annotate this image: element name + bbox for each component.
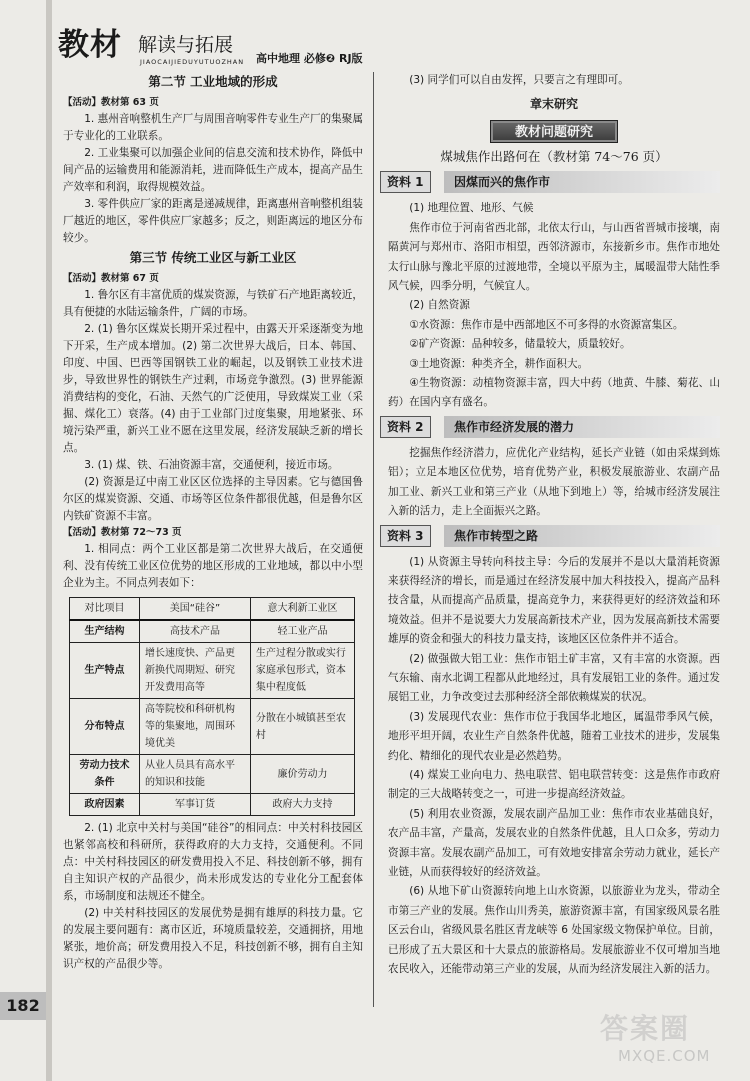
- table-header-cell: 对比项目: [70, 598, 140, 621]
- table-cell: 增长速度快、产品更新换代周期短、研究开发费用高等: [140, 643, 251, 699]
- material-2-header: [380, 416, 720, 438]
- problem-research-banner: 教材问题研究: [490, 120, 618, 143]
- paragraph: (5) 利用农业资源，发展农副产品加工业：焦作市农业基础良好，农产品丰富，产量高，发展农业的自然条件优越，且人口众多，劳动力资源丰富。发展农副产品加工，可有效地安排富余劳动力就业，延长产业链，从而获得较好的经济效益。: [388, 807, 720, 878]
- paragraph: 1. 相同点：两个工业区都是第二次世界大战后，在交通便利、没有传统工业区位优势的地区形成的工业地域，都以中小型企业为主。不同点列表如下：: [63, 543, 363, 589]
- paragraph: 2. 工业集聚可以加强企业间的信息交流和技术协作，降低中间产品的运输费用和能源消耗，进而降低生产成本，提高产品生产效率和利润，取得规模效益。: [63, 147, 363, 193]
- table-cell: 高技术产品: [140, 620, 251, 643]
- material-3-tag: 资料 3: [380, 525, 431, 547]
- material-2-title: 焦作市经济发展的潜力: [444, 416, 720, 438]
- paragraph: 1. 鲁尔区有丰富优质的煤炭资源，与铁矿石产地距离较近，具有便捷的水陆运输条件，广阔的市场。: [63, 289, 363, 318]
- material-1-tag: 资料 1: [380, 171, 431, 193]
- table-cell: 轻工业产品: [250, 620, 354, 643]
- table-header-cell: 意大利新工业区: [250, 598, 354, 621]
- chapter-research-title: 章末研究: [529, 97, 578, 112]
- table-row: [70, 699, 355, 755]
- table-cell: 政府大力支持: [250, 794, 354, 816]
- watermark-url: MXQE.COM: [618, 1047, 711, 1065]
- table-row-head: 政府因素: [70, 794, 140, 816]
- material-3-header: [380, 525, 720, 547]
- watermark-logo: [600, 1012, 740, 1072]
- paragraph: (2) 做强做大铝工业：焦作市铝土矿丰富，又有丰富的水资源。西气东输、南水北调工程都从此地经过，具有发展铝工业的条件。通过发展铝工业，力争改变过去那种经济全部依赖煤炭的状况。: [388, 652, 720, 704]
- table-cell: 军事订货: [140, 794, 251, 816]
- table-cell: 从业人员具有高水平的知识和技能: [140, 755, 251, 794]
- paragraph: 1. 惠州音响整机生产厂与周围音响零件专业生产厂的集聚属于专业化的工业联系。: [63, 113, 363, 142]
- material-1-title: 因煤而兴的焦作市: [444, 171, 720, 193]
- paragraph: 挖掘焦作经济潜力，应优化产业结构，延长产业链（如由采煤到炼铝）；立足本地区位优势，培育优势产业，积极发展旅游业、农副产品加工业、新兴工业和第三产业（从地下到地上）等，给城市经济发展注入新的活力，走上全面振兴之路。: [388, 446, 720, 518]
- page-edge-strip: [46, 0, 52, 1081]
- table-row-head: 生产结构: [70, 620, 140, 643]
- paragraph: (2) 资源是辽中南工业区区位选择的主导因素。它与德国鲁尔区的煤炭资源、交通、市场等区位条件都很优越，但是鲁尔区内铁矿资源不丰富。: [63, 476, 363, 522]
- paragraph: ③土地资源：种类齐全，耕作面积大。: [409, 357, 589, 370]
- table-cell: 分散在小城镇甚至农村: [250, 699, 354, 755]
- paragraph: 2. (1) 北京中关村与美国“硅谷”的相同点：中关村科技园区也紧邻高校和科研所，获得政府的大力支持，交通便利。不同点：中关村科技园区的研发费用投入不足、科技创新不够，拥有自主知识产权的产品很少，尚未形成发达的专业化分工配套体系，市场制度和法规还不健全。: [63, 822, 363, 902]
- activity-label-1: 【活动】教材第 63 页: [63, 97, 159, 108]
- right-column: [388, 71, 720, 979]
- paragraph: (4) 煤炭工业向电力、热电联营、铝电联营转变：这是焦作市政府制定的三大战略转变之一，可进一步提高经济效益。: [388, 768, 720, 801]
- material-3-title: 焦作市转型之路: [444, 525, 720, 547]
- table-cell: 廉价劳动力: [250, 755, 354, 794]
- logo-pinyin: JIAOCAIJIEDUYUTUOZHAN: [140, 58, 245, 66]
- watermark-text: 答案圈: [600, 1012, 691, 1045]
- paragraph: ①水资源：焦作市是中西部地区不可多得的水资源富集区。: [409, 318, 684, 331]
- paragraph: (3) 发展现代农业：焦作市位于我国华北地区，属温带季风气候，地形平坦开阔，农业生产自然条件优越，随着工业技术的进步，发展集约化、精细化的现代农业是必然趋势。: [388, 710, 720, 762]
- paragraph: (2) 自然资源: [409, 299, 470, 312]
- table-row-head: 分布特点: [70, 699, 140, 755]
- paragraph: 3. (1) 煤、铁、石油资源丰富，交通便利，接近市场。: [84, 459, 339, 471]
- section-2-title: 第二节 工业地域的形成: [148, 74, 278, 89]
- material-1-header: [380, 171, 720, 193]
- table-cell: 生产过程分散或实行家庭承包形式，资本集中程度低: [250, 643, 354, 699]
- comparison-table: [69, 597, 355, 816]
- paragraph: ④生物资源：动植物资源丰富，四大中药（地黄、牛膝、菊花、山药）在国内享有盛名。: [388, 377, 720, 409]
- paragraph: (3) 同学们可以自由发挥，只要言之有理即可。: [409, 74, 629, 86]
- paragraph: ②矿产资源：品种较多，储量较大，质量较好。: [409, 338, 631, 351]
- logo-main-text: 教材: [58, 27, 122, 63]
- left-column: [63, 71, 363, 973]
- paragraph: (1) 从资源主导转向科技主导：今后的发展并不是以大量消耗资源来获得经济的增长，而是通过在经济发展中加大科技投入，提高产品科技含量，从而提高产品质量，提高竞争力，来获得更好的经济效益和环境效益。但并不是说要大力发展高新技术产业，因为发展高新技术需要雄厚的资金和强大的科技力量支持，该地区区位条件并不适合。: [388, 555, 720, 646]
- research-subtitle: 煤城焦作出路何在（教材第 74～76 页）: [440, 149, 668, 165]
- section-3-title: 第三节 传统工业区与新工业区: [129, 250, 297, 265]
- table-cell: 高等院校和科研机构等的集聚地，周围环境优美: [140, 699, 251, 755]
- table-row-head: 生产特点: [70, 643, 140, 699]
- paragraph: 焦作市位于河南省西北部，北依太行山，与山西省晋城市接壤，南隔黄河与郑州市、洛阳市相望，西邻济源市，东接新乡市。焦作市地处太行山脉与豫北平原的过渡地带，全境以平原为主，属暖温带大陆性季风气候，四季分明，气候宜人。: [388, 221, 720, 293]
- logo-sub-text: 解读与拓展: [138, 34, 234, 56]
- table-row: [70, 794, 355, 816]
- page-number: 182: [0, 992, 46, 1020]
- activity-label-3: 【活动】教材第 72～73 页: [63, 527, 182, 538]
- paragraph: (2) 中关村科技园区的发展优势是拥有雄厚的科技力量。它的发展主要问题有：离市区近，环境质量较差，交通拥挤，用地紧张，地价高；研发费用投入不足，科技创新不够，拥有自主知识产权的产品很少等。: [63, 907, 363, 970]
- paragraph: (1) 地理位置、地形、气候: [409, 202, 534, 215]
- paragraph: 2. (1) 鲁尔区煤炭长期开采过程中，由露天开采逐渐变为地下开采，生产成本增加。(2) 第二次世界大战后，日本、韩国、印度、中国、巴西等国钢铁工业的崛起，以及钢铁工业技术进步，导致世界性的钢铁生产过剩，市场竞争激烈。(3) 世界能源消费结构的变化，石油、天然气的广泛使用，导致煤炭工业（采掘、煤化工）衰落。(4) 由于工业部门过度集聚，用地紧张、环境污染严重，新兴工业不愿在这里发展，经济发展缺乏新的增长点。: [63, 323, 363, 454]
- paragraph: 3. 零件供应厂家的距离是递减规律，距离惠州音响整机组装厂越近的地区，零件供应厂家越多；反之，则距离远的地区分布较少。: [63, 198, 363, 244]
- table-row: [70, 620, 355, 643]
- table-header-row: [70, 598, 355, 621]
- table-row-head: 劳动力技术条件: [70, 755, 140, 794]
- table-row: [70, 755, 355, 794]
- activity-label-2: 【活动】教材第 67 页: [63, 273, 159, 284]
- column-divider: [373, 72, 374, 1007]
- material-2-tag: 资料 2: [380, 416, 431, 438]
- paragraph: (6) 从地下矿山资源转向地上山水资源，以旅游业为龙头，带动全市第三产业的发展。焦作山川秀美，旅游资源丰富，有国家级风景名胜区云台山，省级风景名胜区青龙峡等 6 处国家级文物保护单位。目前，已形成了五大景区和十大景点的旅游格局。发展旅游业不仅可增加当地农民收入，还能带动第三产业的发展，从而为经济发展注入新的活力。: [388, 885, 720, 976]
- table-header-cell: 美国“硅谷”: [140, 598, 251, 621]
- book-info: 高中地理 必修❷ RJ版: [256, 52, 363, 65]
- table-row: [70, 643, 355, 699]
